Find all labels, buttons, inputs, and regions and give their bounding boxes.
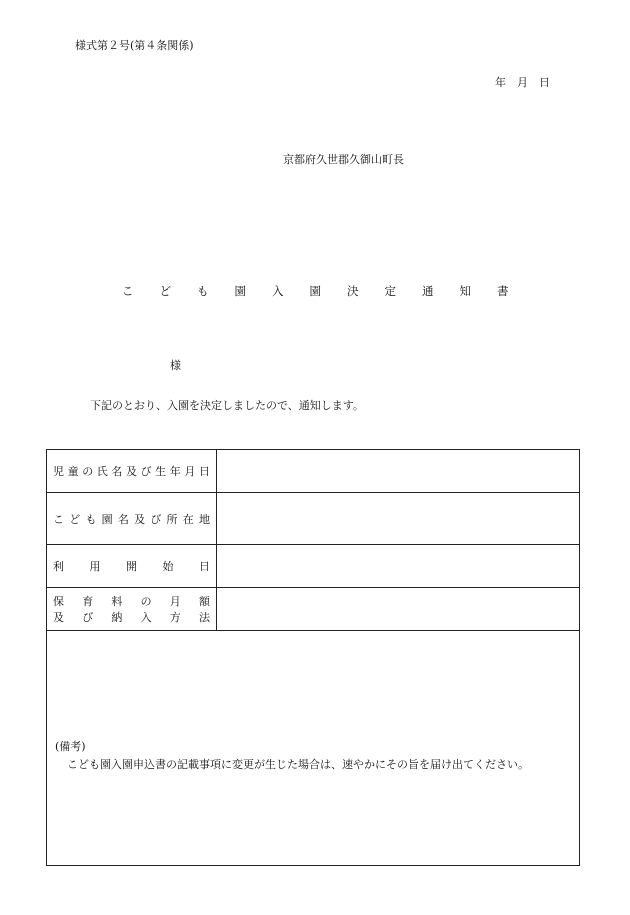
table-row [47, 493, 580, 545]
label-char: 生 [155, 465, 167, 478]
label-char: 月 [169, 595, 181, 608]
row-value-start-date[interactable] [217, 545, 580, 588]
label-char: 始 [162, 560, 174, 573]
label-char: 園 [101, 512, 113, 526]
label-char: 名 [111, 465, 123, 478]
remarks-text: こども園入園申込書の記載事項に変更が生じた場合は、速やかにその旨を届け出てください。 [67, 758, 529, 771]
label-char: 額 [198, 595, 210, 608]
label-char: び [150, 512, 162, 526]
label-char: 料 [111, 595, 123, 608]
row-label-start-date [53, 558, 210, 574]
label-char: 名 [117, 512, 129, 526]
label-char: 保 [53, 595, 64, 608]
label-char: 法 [198, 611, 210, 624]
addressee-suffix: 様 [170, 359, 181, 372]
date-line: 年 月 日 [495, 76, 550, 89]
label-char: 児 [53, 465, 64, 478]
label-char: 納 [111, 611, 123, 624]
label-char: 氏 [96, 465, 108, 478]
label-char: び [140, 465, 152, 478]
label-char: 利 [53, 560, 64, 573]
label-char: 月 [184, 465, 196, 478]
table-row [47, 588, 580, 631]
remarks-cell [47, 631, 580, 866]
label-char: こ [53, 512, 64, 526]
document-title: こども園入園決定通知書 [122, 284, 535, 298]
intro-text: 下記のとおり、入園を決定しましたので、通知します。 [90, 399, 364, 412]
details-table [46, 449, 580, 866]
remarks-row [47, 631, 580, 866]
table-row [47, 545, 580, 588]
row-label-fee-line1 [53, 593, 210, 609]
label-char: 日 [199, 560, 210, 573]
label-char: 所 [166, 512, 178, 526]
label-char: 日 [198, 465, 210, 478]
label-char: 童 [67, 465, 79, 478]
label-char: ど [69, 512, 81, 526]
form-number: 様式第２号(第４条関係) [75, 39, 194, 52]
label-char: び [82, 611, 94, 624]
label-char: 年 [169, 465, 181, 478]
label-char: 開 [126, 560, 137, 573]
issuer: 京都府久世郡久御山町長 [283, 153, 404, 166]
table-row [47, 450, 580, 493]
label-char: の [82, 465, 94, 478]
row-value-child[interactable] [217, 450, 580, 493]
row-value-fee[interactable] [217, 588, 580, 631]
label-char: 用 [89, 560, 101, 573]
row-label-child [53, 463, 210, 479]
label-char: 及 [134, 512, 146, 526]
row-value-facility[interactable] [217, 493, 580, 545]
label-char: の [140, 595, 152, 608]
label-char: 地 [198, 512, 210, 526]
row-label-fee-line2 [53, 609, 210, 625]
label-char: 入 [140, 611, 152, 624]
label-char: 及 [125, 465, 137, 478]
label-char: 育 [82, 595, 94, 608]
label-char: 及 [53, 611, 64, 624]
row-label-facility [53, 511, 210, 527]
label-char: も [85, 512, 97, 526]
remarks-label: (備考) [55, 740, 86, 753]
label-char: 方 [169, 611, 181, 624]
label-char: 在 [182, 512, 194, 526]
